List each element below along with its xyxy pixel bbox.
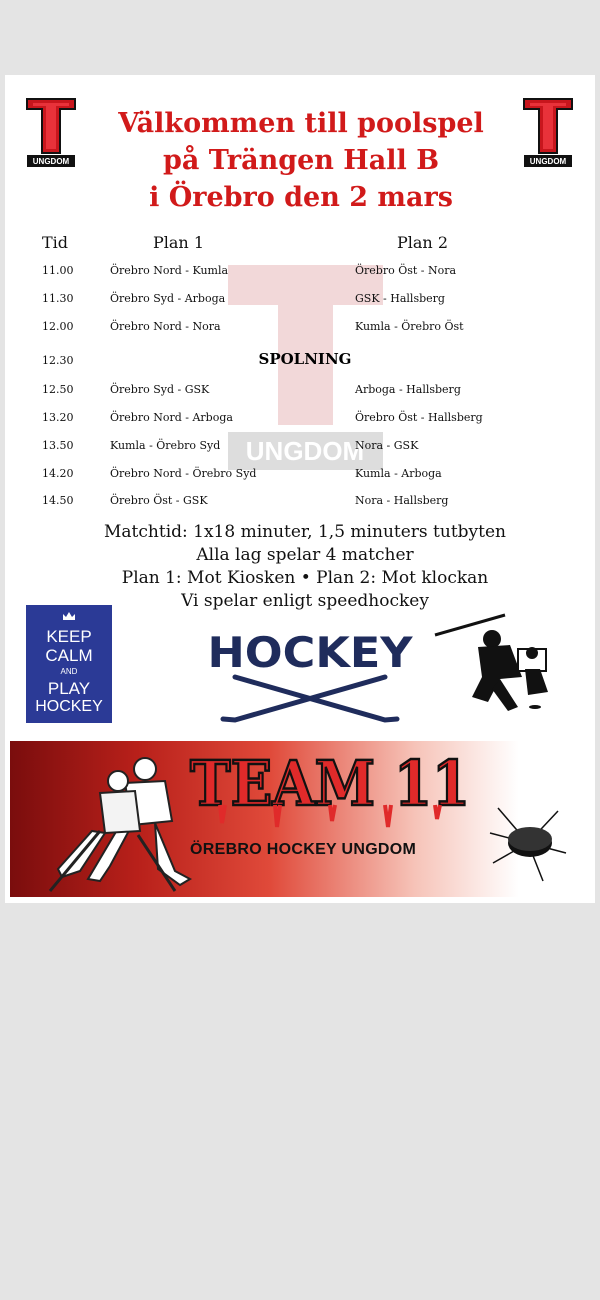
keep-calm-line-4: PLAY (47, 679, 91, 698)
club-logo-left (23, 95, 79, 169)
logo-text: UNGDOM (32, 157, 70, 166)
row-time: 13.50 (42, 439, 74, 452)
crown-icon (62, 611, 76, 621)
keep-calm-line-1: KEEP (46, 627, 92, 646)
row-plan-2: Örebro Öst - Hallsberg (355, 411, 483, 424)
keep-calm-line-5: HOCKEY (35, 698, 103, 715)
info-match-time: Matchtid: 1x18 minuter, 1,5 minuters tutbyten (104, 522, 506, 542)
club-logo-right (520, 95, 576, 169)
row-time: 12.50 (42, 383, 74, 396)
row-plan-1: Kumla - Örebro Syd (110, 439, 221, 452)
logo-text: UNGDOM (529, 157, 567, 166)
row-plan-2: Nora - GSK (355, 439, 419, 452)
watermark-text: UNGDOM (245, 436, 365, 466)
row-time: 11.00 (42, 264, 74, 277)
players-illustration (40, 751, 200, 897)
header-plan-2: Plan 2 (397, 233, 448, 252)
team-title (180, 743, 480, 829)
row-time: 12.30 (42, 354, 74, 367)
row-plan-2: Kumla - Örebro Öst (355, 320, 464, 333)
row-plan-1: Örebro Öst - GSK (110, 494, 208, 507)
puck-crack-icon (488, 803, 568, 883)
hockey-sticks-logo (195, 615, 425, 733)
row-time: 12.00 (42, 320, 74, 333)
keep-calm-poster (26, 605, 112, 723)
row-plan-2: Kumla - Arboga (355, 467, 442, 480)
info-rinks: Plan 1: Mot Kiosken • Plan 2: Mot klockan (121, 568, 489, 588)
row-plan-2: Arboga - Hallsberg (355, 383, 461, 396)
row-time: 14.50 (42, 494, 74, 507)
team-name: TEAM 11 (190, 747, 470, 820)
row-time: 14.20 (42, 467, 74, 480)
header-plan-1: Plan 1 (153, 233, 204, 252)
keep-calm-line-3: AND (60, 667, 78, 676)
hockey-player-illustration (430, 607, 570, 727)
title-line-2: på Trängen Hall B (162, 145, 440, 176)
info-rules: Vi spelar enligt speedhockey (181, 591, 429, 611)
keep-calm-line-2: CALM (45, 646, 93, 665)
row-plan-1: Örebro Nord - Kumla (110, 264, 229, 277)
break-label: SPOLNING (258, 350, 352, 368)
header-time: Tid (42, 233, 69, 252)
title-line-1: Välkommen till poolspel (118, 108, 484, 139)
row-plan-2: Örebro Öst - Nora (355, 264, 457, 277)
info-matches: Alla lag spelar 4 matcher (196, 545, 414, 565)
row-time: 13.20 (42, 411, 74, 424)
row-time: 11.30 (42, 292, 74, 305)
hockey-word: HOCKEY (207, 628, 414, 677)
title-line-3: i Örebro den 2 mars (149, 182, 453, 213)
club-name: ÖREBRO HOCKEY UNGDOM (190, 841, 417, 858)
row-plan-1: Örebro Nord - Arboga (110, 411, 233, 424)
row-plan-2: Nora - Hallsberg (355, 494, 449, 507)
row-plan-2: GSK - Hallsberg (355, 292, 445, 305)
row-plan-1: Örebro Syd - Arboga (110, 292, 226, 305)
team-banner (10, 741, 588, 897)
row-plan-1: Örebro Syd - GSK (110, 383, 210, 396)
row-plan-1: Örebro Nord - Nora (110, 320, 221, 333)
poster (5, 75, 595, 903)
row-plan-1: Örebro Nord - Örebro Syd (110, 467, 257, 480)
